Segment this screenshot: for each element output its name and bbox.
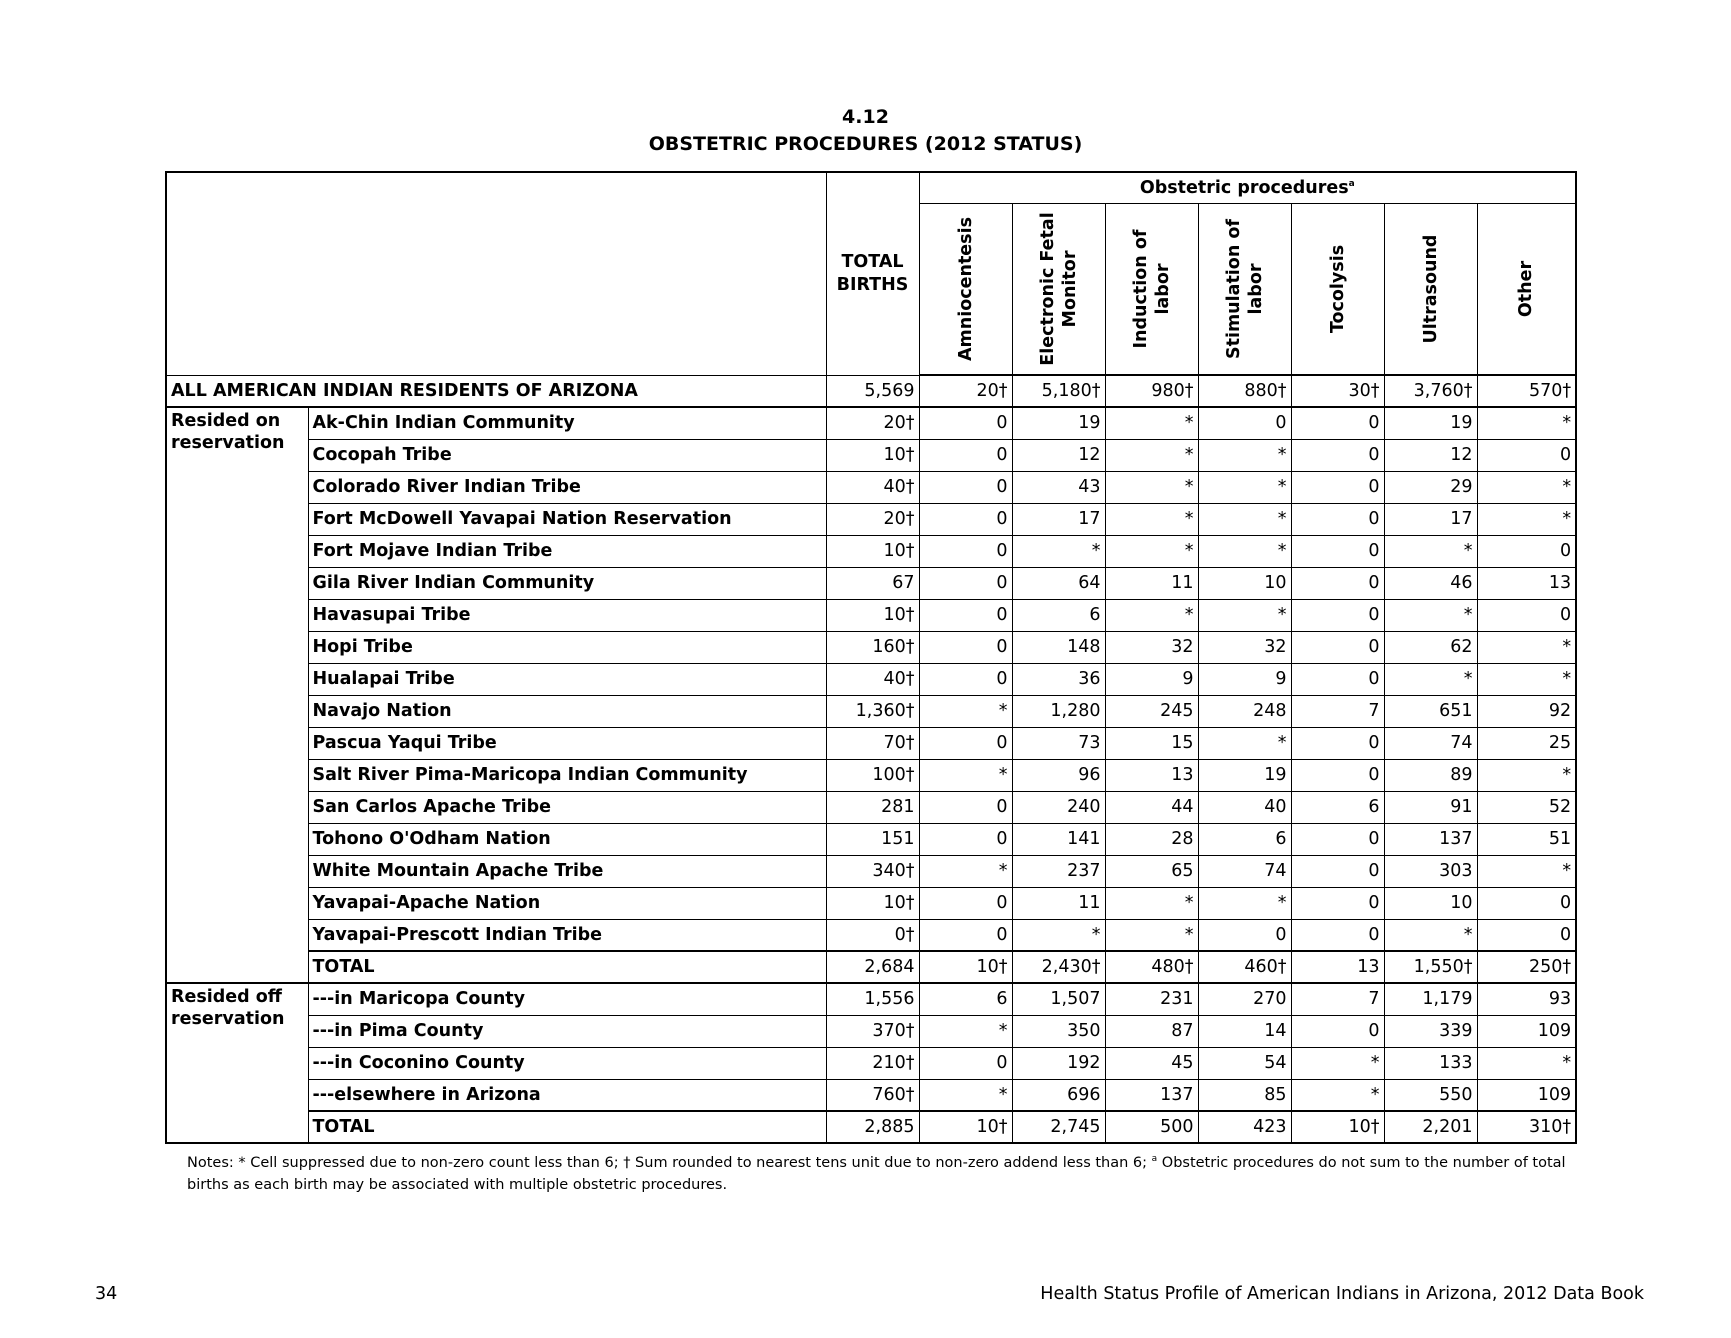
procedure-count-cell: * — [1198, 471, 1291, 503]
procedure-count-cell: 0 — [919, 919, 1012, 951]
table-row — [166, 951, 1576, 983]
procedure-count-cell: 0 — [1291, 919, 1384, 951]
procedure-count-cell: 9 — [1105, 663, 1198, 695]
table-row — [166, 599, 1576, 631]
procedure-count-cell: 0 — [919, 535, 1012, 567]
row-label: TOTAL — [308, 1111, 826, 1143]
procedure-count-cell: 0 — [1291, 759, 1384, 791]
procedure-count-cell: 0 — [1291, 471, 1384, 503]
procedure-count-cell: 19 — [1384, 407, 1477, 439]
procedure-count-cell: 29 — [1384, 471, 1477, 503]
procedure-count-cell: * — [1384, 535, 1477, 567]
procedure-count-cell: * — [1105, 503, 1198, 535]
procedure-count-cell: 0 — [1198, 407, 1291, 439]
procedure-count-cell: * — [1384, 663, 1477, 695]
procedure-count-cell: 17 — [1384, 503, 1477, 535]
procedure-count-cell: * — [1384, 599, 1477, 631]
procedure-count-cell: 460† — [1198, 951, 1291, 983]
total-births-cell: 210† — [826, 1047, 919, 1079]
total-births-cell: 340† — [826, 855, 919, 887]
procedure-count-cell: 1,179 — [1384, 983, 1477, 1015]
row-label: Hopi Tribe — [308, 631, 826, 663]
row-label: Yavapai-Prescott Indian Tribe — [308, 919, 826, 951]
table-row — [166, 631, 1576, 663]
procedure-count-cell: 30† — [1291, 375, 1384, 407]
procedure-count-cell: 137 — [1105, 1079, 1198, 1111]
group-header-footnote-mark: a — [1348, 179, 1355, 190]
table-row — [166, 823, 1576, 855]
procedure-count-cell: 2,201 — [1384, 1111, 1477, 1143]
col-header-label: Tocolysis — [1327, 244, 1348, 334]
total-births-cell: 20† — [826, 407, 919, 439]
procedure-count-cell: 12 — [1012, 439, 1105, 471]
procedure-count-cell: 5,180† — [1012, 375, 1105, 407]
procedure-count-cell: 13 — [1477, 567, 1576, 599]
total-births-cell: 1,360† — [826, 695, 919, 727]
table-row — [166, 471, 1576, 503]
procedure-count-cell: 0 — [919, 727, 1012, 759]
procedure-count-cell: 64 — [1012, 567, 1105, 599]
procedure-count-cell: 6 — [1198, 823, 1291, 855]
procedure-count-cell: 0 — [1291, 663, 1384, 695]
procedure-count-cell: 36 — [1012, 663, 1105, 695]
table-row — [166, 1015, 1576, 1047]
procedure-count-cell: * — [1012, 535, 1105, 567]
procedure-count-cell: 6 — [1291, 791, 1384, 823]
procedure-count-cell: * — [1198, 439, 1291, 471]
procedure-count-cell: 19 — [1198, 759, 1291, 791]
procedure-count-cell: * — [1198, 503, 1291, 535]
table-row — [166, 663, 1576, 695]
procedure-count-cell: 0 — [1198, 919, 1291, 951]
procedure-count-cell: 17 — [1012, 503, 1105, 535]
procedure-count-cell: 0 — [1291, 727, 1384, 759]
procedure-count-cell: 0 — [1291, 1015, 1384, 1047]
procedure-count-cell: 62 — [1384, 631, 1477, 663]
procedure-count-cell: 0 — [1477, 535, 1576, 567]
total-births-cell: 2,885 — [826, 1111, 919, 1143]
procedure-count-cell: 51 — [1477, 823, 1576, 855]
total-births-cell: 760† — [826, 1079, 919, 1111]
procedure-count-cell: 980† — [1105, 375, 1198, 407]
total-births-cell: 1,556 — [826, 983, 919, 1015]
table-row — [166, 919, 1576, 951]
row-label: ---in Pima County — [308, 1015, 826, 1047]
procedure-count-cell: 54 — [1198, 1047, 1291, 1079]
procedure-count-cell: 40 — [1198, 791, 1291, 823]
row-label: Ak-Chin Indian Community — [308, 407, 826, 439]
procedure-count-cell: 0 — [1291, 503, 1384, 535]
table-row — [166, 887, 1576, 919]
procedure-count-cell: 0 — [919, 663, 1012, 695]
procedure-count-cell: 270 — [1198, 983, 1291, 1015]
procedure-count-cell: 0 — [1291, 567, 1384, 599]
notes-text-2: Obstetric procedures do not sum to the number of total births as each birth may be associated with multiple obstetric procedures. — [187, 1154, 1566, 1193]
col-header-label: Other — [1516, 260, 1537, 318]
procedure-count-cell: * — [1477, 471, 1576, 503]
table-number: 4.12 — [842, 106, 889, 128]
procedure-count-cell: 14 — [1198, 1015, 1291, 1047]
procedure-count-cell: 0 — [919, 823, 1012, 855]
procedure-count-cell: 133 — [1384, 1047, 1477, 1079]
procedure-count-cell: 237 — [1012, 855, 1105, 887]
procedure-count-cell: 109 — [1477, 1079, 1576, 1111]
total-births-cell: 151 — [826, 823, 919, 855]
total-births-cell: 10† — [826, 887, 919, 919]
procedure-count-cell: 10† — [919, 1111, 1012, 1143]
table-row-all-residents — [166, 375, 1576, 407]
row-label: Havasupai Tribe — [308, 599, 826, 631]
total-births-label: TOTAL BIRTHS — [836, 251, 909, 295]
procedure-count-cell: 6 — [919, 983, 1012, 1015]
procedure-count-cell: 0 — [1477, 887, 1576, 919]
procedure-count-cell: 52 — [1477, 791, 1576, 823]
procedure-count-cell: 141 — [1012, 823, 1105, 855]
procedure-count-cell: * — [919, 695, 1012, 727]
row-label: TOTAL — [308, 951, 826, 983]
procedure-count-cell: * — [919, 855, 1012, 887]
procedure-count-cell: 9 — [1198, 663, 1291, 695]
table-row — [166, 407, 1576, 439]
total-births-cell: 0† — [826, 919, 919, 951]
row-label: Navajo Nation — [308, 695, 826, 727]
obstetric-procedures-group-header — [919, 172, 1576, 204]
table-row — [166, 1047, 1576, 1079]
procedure-count-cell: 350 — [1012, 1015, 1105, 1047]
procedure-count-cell: 7 — [1291, 695, 1384, 727]
procedure-count-cell: 480† — [1105, 951, 1198, 983]
col-header-ultrasound — [1384, 204, 1477, 376]
table-row — [166, 983, 1576, 1015]
obstetric-procedures-table — [165, 171, 1577, 1144]
procedure-count-cell: * — [1477, 631, 1576, 663]
notes-footnote-mark: a — [1151, 1154, 1158, 1164]
procedure-count-cell: 20† — [919, 375, 1012, 407]
col-header-tocolysis — [1291, 204, 1384, 376]
procedure-count-cell: 0 — [1291, 599, 1384, 631]
col-header-stimulation — [1198, 204, 1291, 376]
table-row — [166, 727, 1576, 759]
procedure-count-cell: 32 — [1198, 631, 1291, 663]
table-row — [166, 695, 1576, 727]
col-header-electronic-fetal-monitor — [1012, 204, 1105, 376]
procedure-count-cell: 73 — [1012, 727, 1105, 759]
group-header-label: Obstetric procedures — [1139, 178, 1349, 198]
total-births-cell: 67 — [826, 567, 919, 599]
total-births-cell: 281 — [826, 791, 919, 823]
procedure-count-cell: 109 — [1477, 1015, 1576, 1047]
procedure-count-cell: 85 — [1198, 1079, 1291, 1111]
procedure-count-cell: 12 — [1384, 439, 1477, 471]
table-row — [166, 791, 1576, 823]
procedure-count-cell: 696 — [1012, 1079, 1105, 1111]
table-row — [166, 1079, 1576, 1111]
row-label: Fort Mojave Indian Tribe — [308, 535, 826, 567]
table-title: OBSTETRIC PROCEDURES (2012 STATUS) — [648, 133, 1083, 155]
procedure-count-cell: 0 — [1477, 599, 1576, 631]
procedure-count-cell: * — [1105, 439, 1198, 471]
row-label: ---in Coconino County — [308, 1047, 826, 1079]
procedure-count-cell: * — [1198, 887, 1291, 919]
total-births-cell: 40† — [826, 471, 919, 503]
procedure-count-cell: 148 — [1012, 631, 1105, 663]
procedure-count-cell: 74 — [1198, 855, 1291, 887]
procedure-count-cell: * — [919, 1015, 1012, 1047]
col-header-label: Ultrasound — [1420, 234, 1441, 344]
procedure-count-cell: * — [1477, 407, 1576, 439]
total-births-cell: 10† — [826, 439, 919, 471]
procedure-count-cell: 65 — [1105, 855, 1198, 887]
col-header-amniocentesis — [919, 204, 1012, 376]
procedure-count-cell: 0 — [1291, 631, 1384, 663]
col-header-label: Electronic Fetal Monitor — [1037, 212, 1080, 366]
procedure-count-cell: 339 — [1384, 1015, 1477, 1047]
row-label: Colorado River Indian Tribe — [308, 471, 826, 503]
procedure-count-cell: 0 — [919, 887, 1012, 919]
procedure-count-cell: 43 — [1012, 471, 1105, 503]
procedure-count-cell: * — [919, 1079, 1012, 1111]
procedure-count-cell: * — [1198, 727, 1291, 759]
row-label: White Mountain Apache Tribe — [308, 855, 826, 887]
procedure-count-cell: 231 — [1105, 983, 1198, 1015]
procedure-count-cell: 550 — [1384, 1079, 1477, 1111]
procedure-count-cell: * — [1477, 1047, 1576, 1079]
procedure-count-cell: 245 — [1105, 695, 1198, 727]
procedure-count-cell: 10 — [1198, 567, 1291, 599]
procedure-count-cell: 7 — [1291, 983, 1384, 1015]
procedure-count-cell: 1,550† — [1384, 951, 1477, 983]
procedure-count-cell: * — [1105, 407, 1198, 439]
row-label: Gila River Indian Community — [308, 567, 826, 599]
procedure-count-cell: 6 — [1012, 599, 1105, 631]
procedure-count-cell: 192 — [1012, 1047, 1105, 1079]
total-births-cell: 100† — [826, 759, 919, 791]
procedure-count-cell: * — [1198, 599, 1291, 631]
total-births-cell: 2,684 — [826, 951, 919, 983]
procedure-count-cell: 651 — [1384, 695, 1477, 727]
procedure-count-cell: 13 — [1105, 759, 1198, 791]
total-births-cell: 160† — [826, 631, 919, 663]
procedure-count-cell: 137 — [1384, 823, 1477, 855]
procedure-count-cell: 10† — [1291, 1111, 1384, 1143]
procedure-count-cell: * — [1384, 919, 1477, 951]
procedure-count-cell: 89 — [1384, 759, 1477, 791]
procedure-count-cell: 0 — [919, 407, 1012, 439]
procedure-count-cell: 13 — [1291, 951, 1384, 983]
row-label: Cocopah Tribe — [308, 439, 826, 471]
procedure-count-cell: 0 — [1477, 439, 1576, 471]
procedure-count-cell: * — [1105, 471, 1198, 503]
procedure-count-cell: * — [1477, 503, 1576, 535]
procedure-count-cell: 0 — [919, 1047, 1012, 1079]
procedure-count-cell: 310† — [1477, 1111, 1576, 1143]
row-label: Yavapai-Apache Nation — [308, 887, 826, 919]
procedure-count-cell: 248 — [1198, 695, 1291, 727]
procedure-count-cell: 0 — [919, 791, 1012, 823]
procedure-count-cell: 0 — [1291, 407, 1384, 439]
procedure-count-cell: * — [1291, 1047, 1384, 1079]
procedure-count-cell: * — [1105, 535, 1198, 567]
col-header-label: Induction of labor — [1130, 229, 1173, 349]
table-row — [166, 855, 1576, 887]
total-births-cell: 40† — [826, 663, 919, 695]
procedure-count-cell: 2,430† — [1012, 951, 1105, 983]
procedure-count-cell: 3,760† — [1384, 375, 1477, 407]
col-header-induction — [1105, 204, 1198, 376]
total-births-cell: 20† — [826, 503, 919, 535]
total-births-cell: 70† — [826, 727, 919, 759]
procedure-count-cell: * — [1291, 1079, 1384, 1111]
procedure-count-cell: 11 — [1012, 887, 1105, 919]
table-row — [166, 567, 1576, 599]
row-label: Tohono O'Odham Nation — [308, 823, 826, 855]
procedure-count-cell: 0 — [1291, 439, 1384, 471]
procedure-count-cell: * — [1198, 535, 1291, 567]
procedure-count-cell: 0 — [919, 439, 1012, 471]
procedure-count-cell: * — [1477, 759, 1576, 791]
book-title: Health Status Profile of American Indians in Arizona, 2012 Data Book — [1040, 1284, 1644, 1304]
procedure-count-cell: 44 — [1105, 791, 1198, 823]
table-row — [166, 759, 1576, 791]
row-label: ---elsewhere in Arizona — [308, 1079, 826, 1111]
procedure-count-cell: 1,507 — [1012, 983, 1105, 1015]
col-header-label: Stimulation of labor — [1223, 218, 1266, 360]
procedure-count-cell: 0 — [1291, 887, 1384, 919]
procedure-count-cell: * — [1477, 663, 1576, 695]
procedure-count-cell: 46 — [1384, 567, 1477, 599]
procedure-count-cell: * — [1105, 599, 1198, 631]
col-header-other — [1477, 204, 1576, 376]
row-label: Salt River Pima-Maricopa Indian Community — [308, 759, 826, 791]
page-number: 34 — [95, 1284, 118, 1304]
procedure-count-cell: 880† — [1198, 375, 1291, 407]
row-label: Fort McDowell Yavapai Nation Reservation — [308, 503, 826, 535]
total-births-cell: 10† — [826, 535, 919, 567]
procedure-count-cell: * — [1105, 919, 1198, 951]
procedure-count-cell: 0 — [919, 599, 1012, 631]
procedure-count-cell: 0 — [1477, 919, 1576, 951]
table-row — [166, 503, 1576, 535]
col-header-label: Amniocentesis — [955, 216, 976, 362]
procedure-count-cell: * — [1012, 919, 1105, 951]
total-births-cell: 370† — [826, 1015, 919, 1047]
procedure-count-cell: 45 — [1105, 1047, 1198, 1079]
procedure-count-cell: 0 — [1291, 823, 1384, 855]
row-label: ALL AMERICAN INDIAN RESIDENTS OF ARIZONA — [166, 375, 826, 407]
procedure-count-cell: 500 — [1105, 1111, 1198, 1143]
table-row — [166, 1111, 1576, 1143]
procedure-count-cell: 0 — [919, 503, 1012, 535]
notes-text-1: Notes: * Cell suppressed due to non-zero count less than 6; † Sum rounded to nearest tens unit due to non-zero addend less than 6; — [187, 1154, 1152, 1171]
total-births-cell: 10† — [826, 599, 919, 631]
table-row — [166, 439, 1576, 471]
procedure-count-cell: 2,745 — [1012, 1111, 1105, 1143]
group-label-on-reservation: Resided on reservation — [166, 407, 308, 983]
row-label: Hualapai Tribe — [308, 663, 826, 695]
procedure-count-cell: * — [1105, 887, 1198, 919]
procedure-count-cell: 91 — [1384, 791, 1477, 823]
header-blank — [166, 172, 826, 375]
procedure-count-cell: * — [1477, 855, 1576, 887]
procedure-count-cell: 303 — [1384, 855, 1477, 887]
procedure-count-cell: 87 — [1105, 1015, 1198, 1047]
procedure-count-cell: 74 — [1384, 727, 1477, 759]
total-births-header — [826, 172, 919, 375]
procedure-count-cell: 92 — [1477, 695, 1576, 727]
procedure-count-cell: 423 — [1198, 1111, 1291, 1143]
row-label: Pascua Yaqui Tribe — [308, 727, 826, 759]
total-births-cell: 5,569 — [826, 375, 919, 407]
procedure-count-cell: 570† — [1477, 375, 1576, 407]
procedure-count-cell: 96 — [1012, 759, 1105, 791]
group-label-off-reservation: Resided off reservation — [166, 983, 308, 1143]
procedure-count-cell: 0 — [919, 567, 1012, 599]
table-notes — [187, 1148, 1567, 1196]
procedure-count-cell: 1,280 — [1012, 695, 1105, 727]
procedure-count-cell: 93 — [1477, 983, 1576, 1015]
procedure-count-cell: 10† — [919, 951, 1012, 983]
procedure-count-cell: 240 — [1012, 791, 1105, 823]
procedure-count-cell: 25 — [1477, 727, 1576, 759]
procedure-count-cell: * — [919, 759, 1012, 791]
procedure-count-cell: 11 — [1105, 567, 1198, 599]
procedure-count-cell: 32 — [1105, 631, 1198, 663]
procedure-count-cell: 28 — [1105, 823, 1198, 855]
procedure-count-cell: 0 — [919, 471, 1012, 503]
procedure-count-cell: 250† — [1477, 951, 1576, 983]
procedure-count-cell: 15 — [1105, 727, 1198, 759]
procedure-count-cell: 0 — [1291, 855, 1384, 887]
row-label: San Carlos Apache Tribe — [308, 791, 826, 823]
row-label: ---in Maricopa County — [308, 983, 826, 1015]
procedure-count-cell: 19 — [1012, 407, 1105, 439]
procedure-count-cell: 10 — [1384, 887, 1477, 919]
procedure-count-cell: 0 — [919, 631, 1012, 663]
procedure-count-cell: 0 — [1291, 535, 1384, 567]
table-row — [166, 535, 1576, 567]
